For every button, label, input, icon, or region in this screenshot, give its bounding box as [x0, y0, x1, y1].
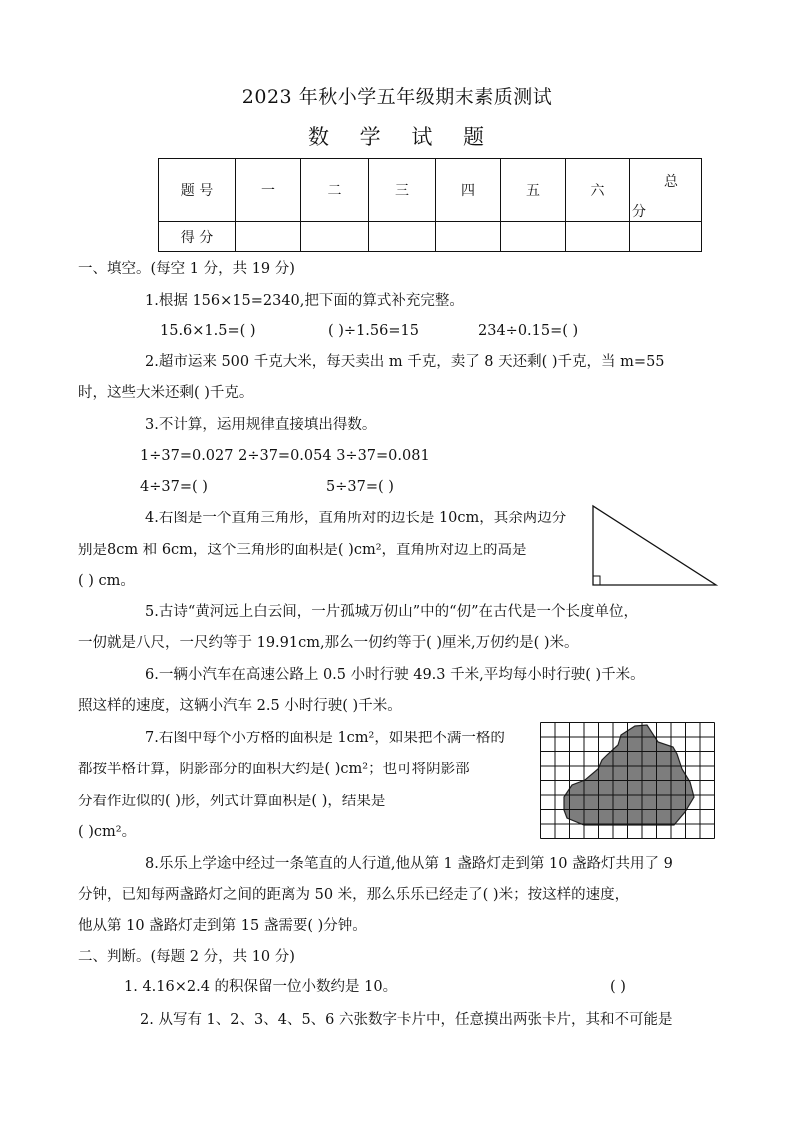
- q3-row1: 1÷37=0.027 2÷37=0.054 3÷37=0.081: [140, 448, 430, 464]
- q6-line1: 6.一辆小汽车在高速公路上 0.5 小时行驶 49.3 千米,平均每小时行驶( )千米。: [145, 667, 645, 683]
- q4-line2: 别是8cm 和 6cm，这个三角形的面积是( )cm²，直角所对边上的高是: [78, 543, 527, 558]
- q1-blank-a: 15.6×1.5=( ): [160, 323, 256, 339]
- col-header-total: [630, 159, 702, 222]
- col-header-3: 三: [369, 159, 436, 222]
- total-label-top: 总: [664, 174, 678, 190]
- exam-subtitle: 数 学 试 题: [307, 125, 497, 149]
- row-label-score: 得 分: [159, 222, 236, 252]
- total-label-bottom: 分: [632, 204, 646, 220]
- score-cell-total[interactable]: [630, 222, 702, 252]
- right-angle-mark: [593, 576, 600, 585]
- score-cell-4[interactable]: [436, 222, 501, 252]
- q7-line1: 7.右图中每个小方格的面积是 1cm²，如果把不满一格的: [145, 731, 505, 746]
- q2-line1: 2.超市运来 500 千克大米，每天卖出 m 千克，卖了 8 天还剩( )千克，当 m=55: [145, 354, 665, 370]
- q1-blank-c: 234÷0.15=( ): [478, 323, 579, 339]
- q8-line3: 他从第 10 盏路灯走到第 15 盏需要( )分钟。: [78, 918, 367, 934]
- q5-line2: 一仞就是八尺，一尺约等于 19.91cm,那么一仞约等于( )厘米,万仞约是( )米。: [78, 635, 579, 651]
- q4-line3: ( ) cm。: [78, 573, 135, 589]
- q1-text: 1.根据 156×15=2340,把下面的算式补充完整。: [145, 293, 464, 309]
- q8-line1: 8.乐乐上学途中经过一条笔直的人行道,他从第 1 盏路灯走到第 10 盏路灯共用了 9: [145, 856, 673, 872]
- triangle-shape: [593, 506, 716, 585]
- q3-row2-b: 5÷37=( ): [326, 479, 394, 495]
- col-header-1: 一: [236, 159, 301, 222]
- right-triangle-figure: [590, 503, 720, 588]
- q6-line2: 照这样的速度，这辆小汽车 2.5 小时行驶( )千米。: [78, 698, 402, 714]
- q5-line1: 5.古诗“黄河远上白云间，一片孤城万仞山”中的“仞”在古代是一个长度单位，: [145, 604, 638, 620]
- q8-line2: 分钟，已知每两盏路灯之间的距离为 50 米，那么乐乐已经走了( )米；按这样的速度，: [78, 887, 630, 903]
- section-2-heading: 二、判断。(每题 2 分，共 10 分): [78, 949, 295, 965]
- judge-q2-text: 2. 从写有 1、2、3、4、5、6 六张数字卡片中，任意摸出两张卡片，其和不可能是: [140, 1012, 673, 1028]
- judge-q1-answer-blank[interactable]: ( ): [610, 979, 626, 995]
- grid-shaded-figure: [540, 722, 720, 838]
- q3-text: 3.不计算，运用规律直接填出得数。: [145, 417, 377, 433]
- col-header-5: 五: [501, 159, 566, 222]
- col-header-4: 四: [436, 159, 501, 222]
- judge-q1-text: 1. 4.16×2.4 的积保留一位小数约是 10。: [124, 979, 398, 995]
- q2-line2: 时，这些大米还剩( )千克。: [78, 385, 254, 401]
- section-1-heading: 一、填空。(每空 1 分，共 19 分): [78, 261, 295, 277]
- row-label-question-number: 题 号: [159, 159, 236, 222]
- col-header-2: 二: [301, 159, 369, 222]
- score-cell-2[interactable]: [301, 222, 369, 252]
- q3-row2-a: 4÷37=( ): [140, 479, 208, 495]
- exam-title: 2023 年秋小学五年级期末素质测试: [241, 86, 553, 108]
- q7-line2: 都按半格计算，阴影部分的面积大约是( )cm²；也可将阴影部: [78, 762, 470, 777]
- q4-line1: 4.右图是一个直角三角形，直角所对的边长是 10cm，其余两边分: [145, 511, 567, 526]
- q1-blank-b: ( )÷1.56=15: [328, 323, 419, 339]
- grid-lines: [541, 723, 715, 839]
- col-header-6: 六: [566, 159, 630, 222]
- score-cell-5[interactable]: [501, 222, 566, 252]
- q7-line4: ( )cm²。: [78, 824, 137, 840]
- score-cell-1[interactable]: [236, 222, 301, 252]
- score-cell-6[interactable]: [566, 222, 630, 252]
- score-cell-3[interactable]: [369, 222, 436, 252]
- score-table: [158, 158, 702, 252]
- q7-line3: 分看作近似的( )形，列式计算面积是( )，结果是: [78, 794, 386, 809]
